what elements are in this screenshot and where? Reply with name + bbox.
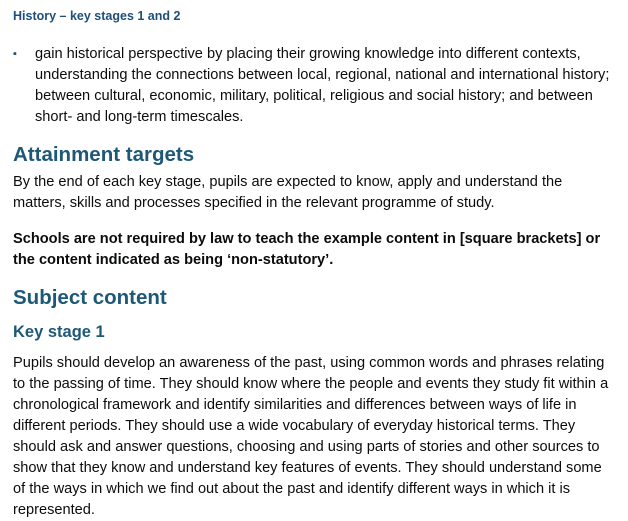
bullet-list-item xyxy=(13,44,613,128)
subject-content-heading: Subject content xyxy=(13,286,167,309)
running-header: History – key stages 1 and 2 xyxy=(13,9,181,23)
attainment-paragraph: By the end of each key stage, pupils are expected to know, apply and understand the matters, skills and processes specified in the relevant programme of study. xyxy=(13,174,563,211)
attainment-targets-heading: Attainment targets xyxy=(13,143,195,166)
bullet-text: gain historical perspective by placing their growing knowledge into different contexts, understanding the connections between local, regional, national and international history; between cultural, economic, military, political, religious and social history; and between short- and long-term timescales. xyxy=(35,46,610,125)
square-bullet-icon: ▪ xyxy=(13,48,17,60)
statutory-notice: Schools are not required by law to teach the example content in [square brackets] or the content indicated as being ‘non-statutory’. xyxy=(13,231,601,268)
key-stage-1-paragraph: Pupils should develop an awareness of the past, using common words and phrases relating to the passing of time. They should know where the people and events they study fit within a chronological framework and identify similarities and differences between ways of life in different periods. They should use a wide vocabulary of everyday historical terms. They should ask and answer questions, choosing and using parts of stories and other sources to show that they know and understand key features of events. They should understand some of the ways in which we find out about the past and identify different ways in which it is represented. xyxy=(13,355,609,518)
key-stage-1-heading: Key stage 1 xyxy=(13,323,105,341)
